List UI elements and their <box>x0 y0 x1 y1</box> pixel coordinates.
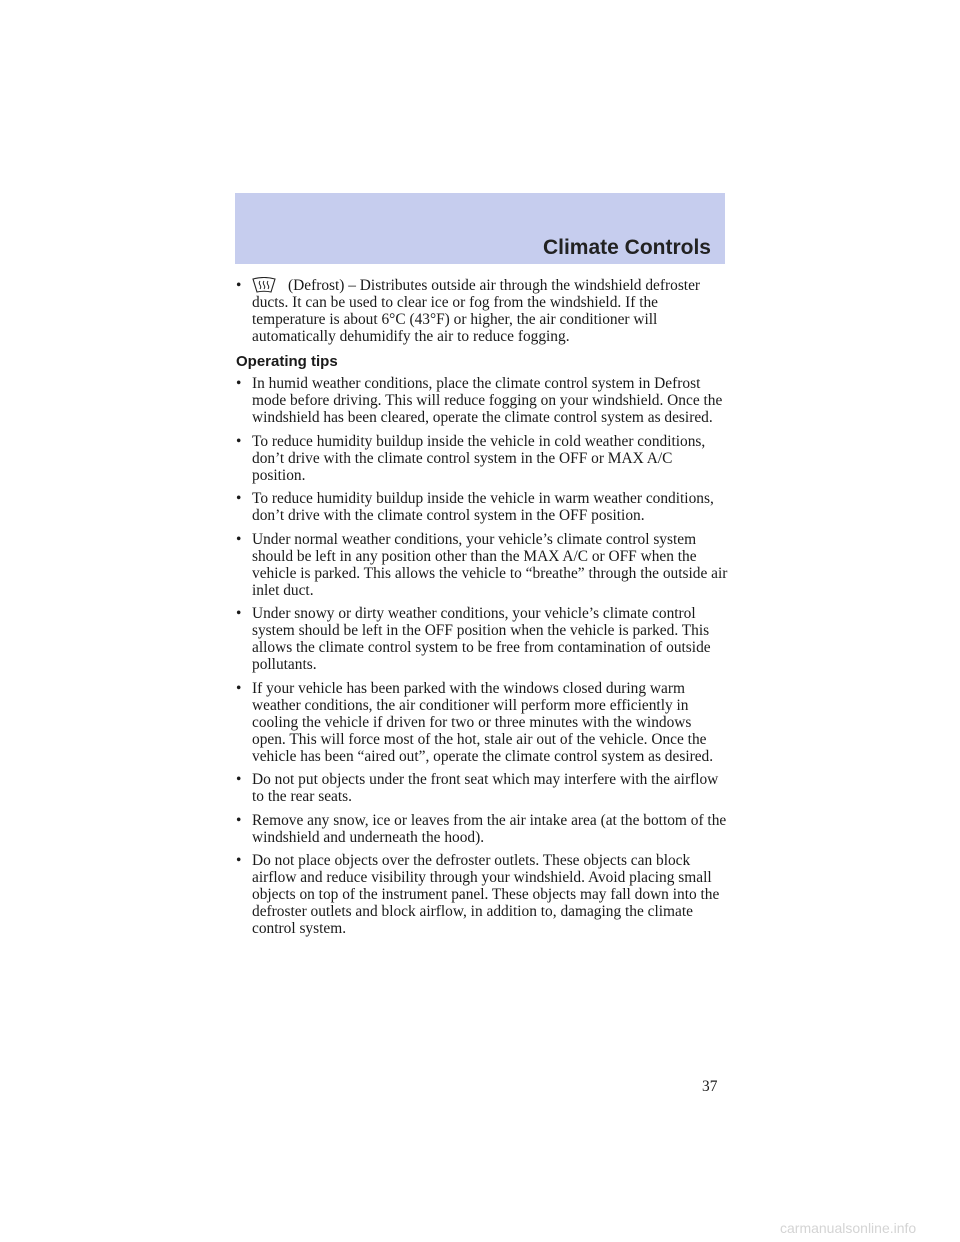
tip-item <box>236 531 728 599</box>
bullet-dot: • <box>236 852 242 869</box>
bullet-dot: • <box>236 490 242 507</box>
bullet-dot: • <box>236 530 242 548</box>
tip-item <box>236 490 728 524</box>
section-header-band <box>235 193 725 264</box>
tip-item <box>236 812 728 846</box>
tip-item <box>236 852 728 937</box>
bullet-dot: • <box>236 375 242 392</box>
tip-text: Do not put objects under the front seat which may interfere with the airflow to the rear seats. <box>252 771 719 805</box>
bullet-dot: • <box>236 771 242 788</box>
section-title: Climate Controls <box>542 236 711 259</box>
tip-text: Under normal weather conditions, your vehicle’s climate control system should be left in any position other than the MAX A/C or OFF when the vehicle is parked. This allows the vehicle to “breathe” through the outside air inlet duct. <box>252 530 728 599</box>
tip-text: If your vehicle has been parked with the windows closed during warm weather conditions, the air conditioner will perform more efficiently in cooling the vehicle if driven for two or three minutes with the windows open. This will force most of the hot, stale air out of the vehicle. Once the vehicle has been “aired out”, operate the climate control system as desired. <box>252 679 714 765</box>
tip-item <box>236 680 728 765</box>
tip-item <box>236 605 728 673</box>
tip-text: Under snowy or dirty weather conditions, your vehicle’s climate control system should be left in the OFF position when the vehicle is parked. This allows the climate control system to be free from contamination of outside pollutants. <box>252 605 711 673</box>
bullet-dot: • <box>236 605 242 622</box>
tip-text: In humid weather conditions, place the climate control system in Defrost mode before driving. This will reduce fogging on your windshield. Once the windshield has been cleared, operate the climate control system as desired. <box>252 375 723 426</box>
bullet-dot: • <box>236 432 242 450</box>
tip-text: Remove any snow, ice or leaves from the air intake area (at the bottom of the windshield and underneath the hood). <box>252 811 727 846</box>
tip-item <box>236 375 728 426</box>
windshield-defrost-icon <box>252 277 276 294</box>
page-number: 37 <box>702 1078 718 1095</box>
bullet-dot: • <box>236 277 242 294</box>
tip-item <box>236 433 728 484</box>
bullet-dot: • <box>236 679 242 697</box>
bullet-dot: • <box>236 811 242 829</box>
defrost-bullet <box>236 277 728 345</box>
tip-text: To reduce humidity buildup inside the vehicle in cold weather conditions, don’t drive with the climate control system in the OFF or MAX A/C position. <box>252 432 706 484</box>
defrost-text: (Defrost) – Distributes outside air through the windshield defroster ducts. It can be used to clear ice or fog from the windshield. If the temperature is about 6°C (43°F) or higher, the air conditioner will automatically dehumidify the air to reduce fogging. <box>252 277 701 345</box>
tip-item <box>236 771 728 805</box>
tip-text: To reduce humidity buildup inside the vehicle in warm weather conditions, don’t drive with the climate control system in the OFF position. <box>252 490 714 524</box>
page-content <box>236 277 728 944</box>
site-watermark: carmanualsonline.info <box>780 1220 917 1236</box>
operating-tips-heading: Operating tips <box>236 353 338 370</box>
tip-text: Do not place objects over the defroster outlets. These objects can block airflow and reduce visibility through your windshield. Avoid placing small objects on top of the instrument panel. These objects may fall down into the defroster outlets and block airflow, in addition to, damaging the climate control system. <box>252 852 720 937</box>
